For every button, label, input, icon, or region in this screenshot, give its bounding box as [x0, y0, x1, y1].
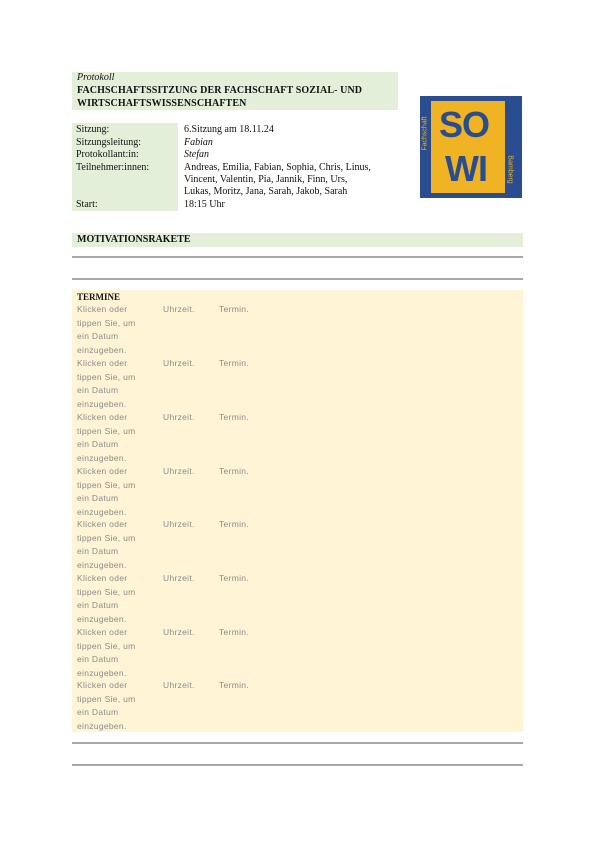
term-field[interactable]: Termin.	[219, 466, 249, 476]
date-picker-field[interactable]: Klicken oder tippen Sie, um ein Datum einzugeben.	[77, 466, 136, 517]
divider	[72, 278, 523, 280]
termin-row	[77, 465, 517, 517]
divider	[72, 764, 523, 766]
date-picker-field[interactable]: Klicken oder tippen Sie, um ein Datum einzugeben.	[77, 573, 136, 624]
teilnehmer-line-2[interactable]: Vincent, Valentin, Pia, Jannik, Finn, Urs,	[184, 174, 348, 185]
term-field[interactable]: Termin.	[219, 627, 249, 637]
logo-line-1: SO	[439, 104, 490, 145]
date-picker-field[interactable]: Klicken oder tippen Sie, um ein Datum einzugeben.	[77, 412, 136, 463]
time-field[interactable]: Uhrzeit.	[163, 466, 195, 476]
termin-row	[77, 626, 517, 678]
time-field[interactable]: Uhrzeit.	[163, 412, 195, 422]
divider	[72, 742, 523, 744]
term-field[interactable]: Termin.	[219, 412, 249, 422]
termin-row	[77, 518, 517, 570]
logo-inner	[431, 101, 505, 193]
divider	[72, 256, 523, 258]
time-field[interactable]: Uhrzeit.	[163, 304, 195, 314]
date-picker-field[interactable]: Klicken oder tippen Sie, um ein Datum einzugeben.	[77, 680, 136, 731]
document-type: Protokoll	[77, 72, 115, 83]
date-picker-field[interactable]: Klicken oder tippen Sie, um ein Datum einzugeben.	[77, 519, 136, 570]
sitzung-value[interactable]: 6.Sitzung am 18.11.24	[184, 124, 274, 135]
time-field[interactable]: Uhrzeit.	[163, 519, 195, 529]
logo-line-2: WI	[445, 148, 487, 189]
time-field[interactable]: Uhrzeit.	[163, 680, 195, 690]
termin-row	[77, 303, 517, 355]
termin-row	[77, 679, 517, 731]
logo-side-left: Fachschaft	[421, 116, 429, 151]
time-field[interactable]: Uhrzeit.	[163, 358, 195, 368]
sowi-logo	[420, 96, 522, 198]
protokoll-label: Protokollant:in:	[76, 149, 139, 160]
term-field[interactable]: Termin.	[219, 573, 249, 583]
date-picker-field[interactable]: Klicken oder tippen Sie, um ein Datum einzugeben.	[77, 304, 136, 355]
termin-row	[77, 411, 517, 463]
time-field[interactable]: Uhrzeit.	[163, 627, 195, 637]
term-field[interactable]: Termin.	[219, 680, 249, 690]
document-title: FACHSCHAFTSSITZUNG DER FACHSCHAFT SOZIAL- UND WIRTSCHAFTSWISSENSCHAFTEN	[77, 85, 363, 109]
termin-row	[77, 572, 517, 624]
term-field[interactable]: Termin.	[219, 304, 249, 314]
logo-side-right: Bamberg	[506, 155, 514, 184]
sitzung-label: Sitzung:	[76, 124, 110, 135]
date-picker-field[interactable]: Klicken oder tippen Sie, um ein Datum einzugeben.	[77, 627, 136, 678]
termin-row	[77, 357, 517, 409]
start-value[interactable]: 18:15 Uhr	[184, 199, 225, 210]
date-picker-field[interactable]: Klicken oder tippen Sie, um ein Datum einzugeben.	[77, 358, 136, 409]
teilnehmer-label: Teilnehmer:innen:	[76, 162, 150, 173]
motivation-title: MOTIVATIONSRAKETE	[77, 234, 191, 245]
leitung-value[interactable]: Fabian	[184, 137, 213, 148]
termine-title: TERMINE	[77, 292, 121, 302]
leitung-label: Sitzungsleitung:	[76, 137, 141, 148]
protokoll-value[interactable]: Stefan	[184, 149, 209, 160]
start-label: Start:	[76, 199, 98, 210]
time-field[interactable]: Uhrzeit.	[163, 573, 195, 583]
teilnehmer-line-1[interactable]: Andreas, Emilia, Fabian, Sophia, Chris, Linus,	[184, 162, 371, 173]
teilnehmer-line-3[interactable]: Lukas, Moritz, Jana, Sarah, Jakob, Sarah	[184, 186, 348, 197]
term-field[interactable]: Termin.	[219, 358, 249, 368]
term-field[interactable]: Termin.	[219, 519, 249, 529]
